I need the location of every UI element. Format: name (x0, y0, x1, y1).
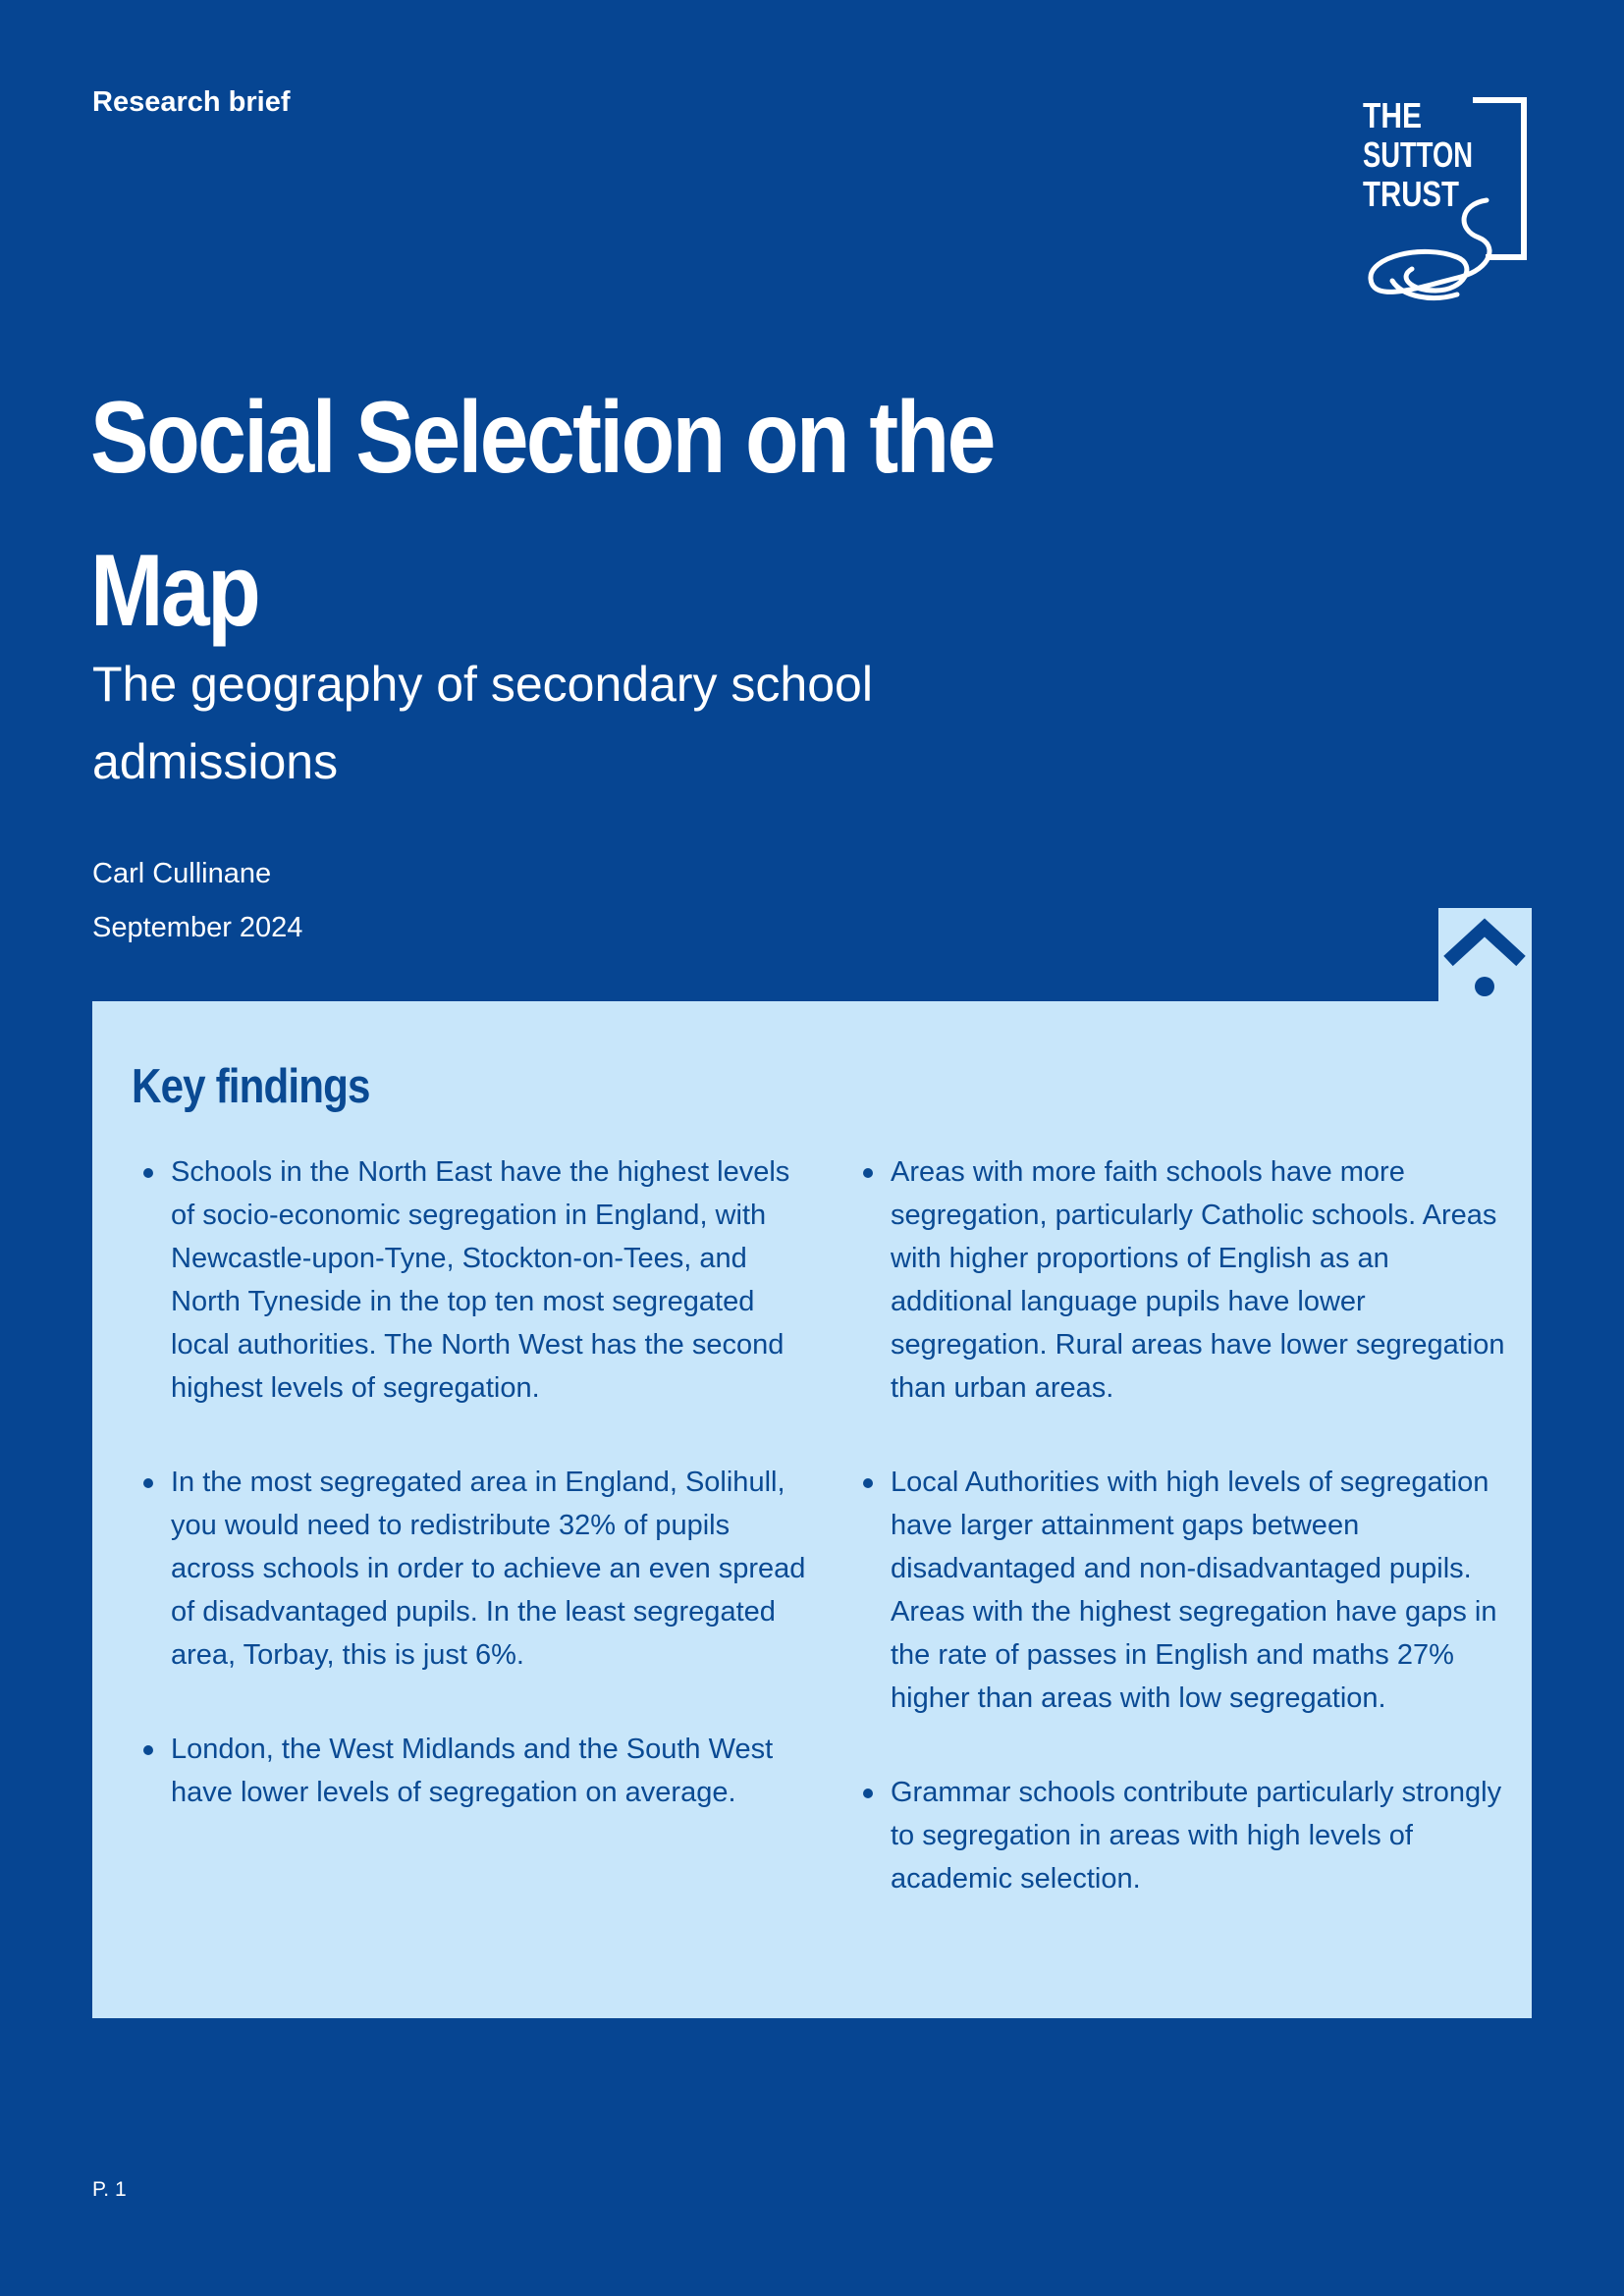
finding-text: Grammar schools contribute particularly strongly to segregation in areas with high levels of academic selection. (891, 1777, 1502, 1895)
key-findings-right-column (851, 1150, 1509, 1900)
finding-item (851, 1461, 1509, 1720)
finding-item (851, 1150, 1509, 1410)
finding-text: Schools in the North East have the highest levels of socio-economic segregation in England, with Newcastle-upon-Tyne, Stockton-on-Tees, and North Tyneside in the top ten most segregated local authorities. The North West has the second highest levels of segregation. (171, 1156, 790, 1404)
publication-date: September 2024 (92, 912, 303, 943)
author-name: Carl Cullinane (92, 858, 272, 889)
bullet-icon (863, 1168, 873, 1178)
logo-text-line-2: SUTTON (1363, 134, 1473, 175)
finding-item (851, 1771, 1509, 1900)
page-number: P. 1 (92, 2178, 127, 2201)
logo-text-line-3: TRUST (1363, 174, 1459, 214)
sutton-trust-logo (1363, 94, 1532, 314)
bullet-icon (143, 1478, 153, 1488)
bullet-icon (143, 1168, 153, 1178)
finding-text: Areas with more faith schools have more segregation, particularly Catholic schools. Areas with higher proportions of English as an additional language pupils have lower segregation. Rural areas have lower segregation than urban areas. (891, 1156, 1505, 1404)
logo-text-line-1: THE (1363, 95, 1422, 135)
finding-text: Local Authorities with high levels of segregation have larger attainment gaps between disadvantaged and non-disadvantaged pupils. Areas with the highest segregation have gaps in the rate of passes in English and maths 27% higher than areas with low segregation. (891, 1467, 1497, 1714)
finding-item (132, 1728, 819, 1814)
bullet-icon (863, 1789, 873, 1798)
chevron-up-icon (1438, 908, 1532, 1006)
document-type-label: Research brief (92, 86, 291, 118)
bullet-icon (863, 1478, 873, 1488)
finding-item (132, 1150, 819, 1410)
finding-text: In the most segregated area in England, Solihull, you would need to redistribute 32% of pupils across schools in order to achieve an even spread of disadvantaged pupils. In the least segregated area, Torbay, this is just 6%. (171, 1467, 806, 1671)
document-title: Social Selection on the Map (90, 381, 994, 648)
key-findings-heading: Key findings (132, 1060, 370, 1113)
key-findings-left-column (132, 1150, 819, 1814)
finding-text: London, the West Midlands and the South West have lower levels of segregation on average. (171, 1734, 774, 1808)
bullet-icon (143, 1745, 153, 1755)
document-subtitle: The geography of secondary school admissions (92, 657, 873, 789)
finding-item (132, 1461, 819, 1677)
key-findings-panel (92, 1001, 1532, 2018)
